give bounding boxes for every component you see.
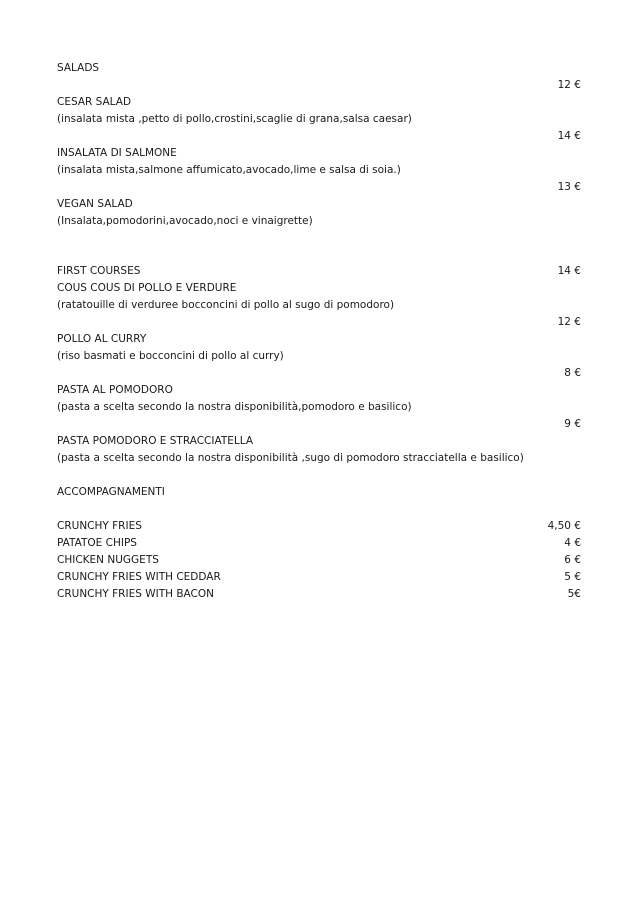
cous-cous-desc: (ratatouille di verduree bocconcini di pollo al sugo di pomodoro) (57, 299, 395, 311)
insalata-salmone-price: 14 € (557, 130, 581, 142)
pollo-curry-price: 12 € (557, 316, 581, 328)
vegan-salad-price: 13 € (557, 181, 581, 193)
vegan-salad-name: VEGAN SALAD (57, 198, 133, 210)
pasta-pomodoro-name: PASTA AL POMODORO (57, 384, 173, 396)
fries-bacon-price: 5€ (567, 588, 581, 600)
cesar-salad-price: 12 € (557, 79, 581, 91)
crunchy-fries-name: CRUNCHY FRIES (57, 520, 142, 532)
insalata-salmone-name: INSALATA DI SALMONE (57, 147, 177, 159)
pasta-stracciatella-name: PASTA POMODORO E STRACCIATELLA (57, 435, 254, 447)
fries-ceddar-name: CRUNCHY FRIES WITH CEDDAR (57, 571, 221, 583)
patatoe-chips-price: 4 € (564, 537, 581, 549)
patatoe-chips-name: PATATOE CHIPS (57, 537, 137, 549)
pollo-curry-desc: (riso basmati e bocconcini di pollo al curry) (57, 350, 284, 362)
crunchy-fries-price: 4,50 € (547, 520, 581, 532)
pollo-curry-name: POLLO AL CURRY (57, 333, 147, 345)
fries-bacon-name: CRUNCHY FRIES WITH BACON (57, 588, 214, 600)
pasta-pomodoro-price: 8 € (564, 367, 581, 379)
cous-cous-price: 14 € (557, 265, 581, 277)
cesar-salad-desc: (insalata mista ,petto di pollo,crostini,scaglie di grana,salsa caesar) (57, 113, 412, 125)
insalata-salmone-desc: (insalata mista,salmone affumicato,avocado,lime e salsa di soia.) (57, 164, 401, 176)
sides-heading: ACCOMPAGNAMENTI (57, 486, 165, 498)
vegan-salad-desc: (Insalata,pomodorini,avocado,noci e vinaigrette) (57, 215, 313, 227)
pasta-stracciatella-desc: (pasta a scelta secondo la nostra disponibilità ,sugo di pomodoro stracciatella e basilico) (57, 452, 524, 464)
salads-heading: SALADS (57, 62, 100, 74)
pasta-pomodoro-desc: (pasta a scelta secondo la nostra disponibilità,pomodoro e basilico) (57, 401, 412, 413)
chicken-nuggets-name: CHICKEN NUGGETS (57, 554, 159, 566)
cous-cous-name: COUS COUS DI POLLO E VERDURE (57, 282, 237, 294)
fries-ceddar-price: 5 € (564, 571, 581, 583)
chicken-nuggets-price: 6 € (564, 554, 581, 566)
pasta-stracciatella-price: 9 € (564, 418, 581, 430)
first-courses-heading: FIRST COURSES (57, 265, 141, 277)
cesar-salad-name: CESAR SALAD (57, 96, 132, 108)
